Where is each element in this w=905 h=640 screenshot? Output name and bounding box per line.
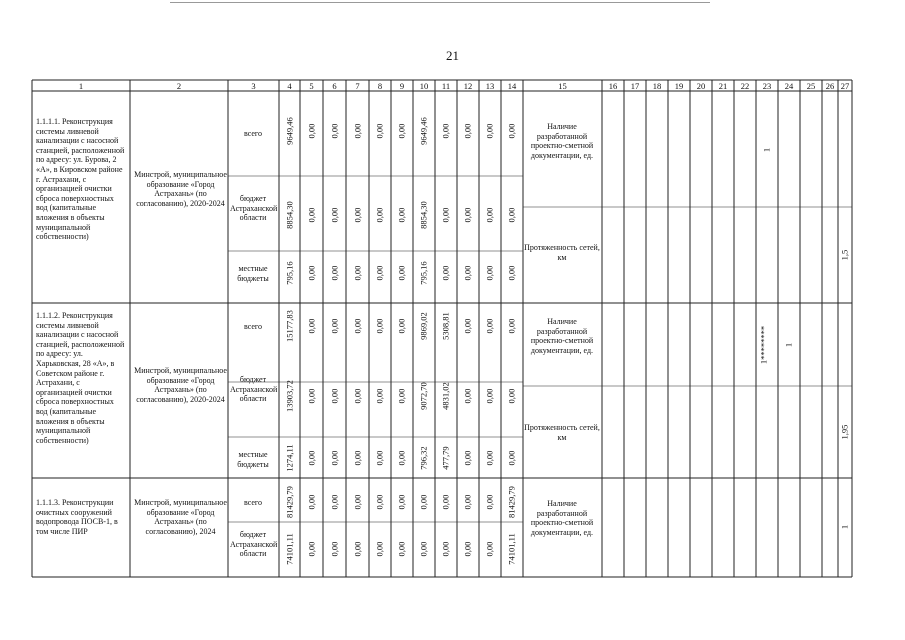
column-header: 9	[399, 81, 405, 91]
column-header: 14	[507, 81, 517, 91]
column-header: 25	[806, 81, 816, 91]
column-header: 20	[696, 81, 706, 91]
column-header: 4	[287, 81, 292, 91]
column-header: 21	[718, 81, 728, 91]
column-header: 12	[463, 81, 473, 91]
column-header: 18	[652, 81, 662, 91]
funding-source-label: всего	[243, 498, 262, 507]
column-header: 17	[630, 81, 640, 91]
column-header: 15	[558, 81, 567, 91]
funding-source-label: бюджет Астраханской области	[230, 375, 278, 404]
funding-source-label: всего	[243, 322, 262, 331]
column-header: 22	[740, 81, 750, 91]
column-header: 2	[176, 81, 182, 91]
funding-source-label: местные бюджеты	[237, 450, 269, 469]
task-description: 1.1.1.2. Реконструкция системы ливневой канализации с насосной станцией, расположенной по адресу: ул. Харьковская, 28 «А», в Советском районе г. Астрахани, с организацией очистки сброса поверхностных вод (капитальные вложения в объекты муниципальной собственности)	[36, 311, 125, 445]
task-description: 1.1.1.3. Реконструкции очистных сооружений водопровода ПОСВ-1, в том числе ПИР	[36, 498, 118, 536]
indicator-label: Наличие разработанной проектно-сметной документации, ед.	[530, 122, 594, 160]
responsible-executor: Минстрой, муниципальное образование «Город Астрахань» (по согласованию), 2024	[134, 498, 227, 536]
funding-source-label: бюджет Астраханской области	[230, 194, 278, 223]
document-page: 21 1 2 3 4 5 6 7 8 9 10 11 12 13 14 15 16 17 18 19 20 21 22 23 24 25 26 27 1.1.1.1. Реконструкция системы ливневой канализации с насосной станцией, расположенной по адресу: ул. Бурова, 2 «А», в Кировском районе г. Астрахани, с организацией очистки сброса поверхностных вод (капитальные вложения в объекты муниципальной собственности) Минстрой, муниципальное образование «Город Астрахань» (по согласованию), 2020-2024 всего бюджет Астраханской области местные бюджеты Наличие разработанной проектно-сметной документации, ед. Протяженность сетей, км 9649,46 0,00 0,00 0,00 0,00 0,00 9649,46 0,00 0,00 0,00 0,00 8854,30 0,00 0,00 0,00 0,00 0,00 8854,30 0,00 0,00 0,00 0,00 795,16 0,00 0,00 0,00 0,00 0,00 795,16 0,00 0,00 0,00 0,00 1 1,5 1.1.1.2. Реконструкция системы ливневой канализации с насосной станцией, расположенной по адресу: ул. Харьковская, 28 «А», в Советском районе г. Астрахани, с организацией очистки сброса поверхностных вод (капитальные вложения в объекты муниципальной собственности) Минстрой, муниципальное образование «Город Астрахань» (по согласованию), 2020-2024 всего бюджет Астраханской области местные бюджеты Наличие разработанной проектно-сметной документации, ед. Протяженность сетей, км 15177,83 0,00 0,00 0,00 0,00 0,00 9869,02 5308,81 0,00 0,00 0,00 13903,72 0,00 0,00 0,00 0,00 0,00 9072,70 4831,02 0,00 0,00 0,00 1274,11 0,00 0,00 0,00 0,00 0,00 796,32 477,79 0,00 0,00 0,00 1******** 1 1,95 1.1.1.3. Реконструкции очистных сооружений водопровода ПОСВ-1, в том числе ПИР Минстрой, муниципальное образование «Город Астрахань» (по согласованию), 2024 всего бюджет Астраханской области Наличие разработанной проектно-сметной документации, ед. 81429,79 0,00 0,00 0,00 0,00 0,00 0,00 0,00 0,00 0,00 81429,79 74101,11 0,00 0,00 0,00 0,00 0,00 0,00 0,00 0,00 0,00 74101,11 1	[0, 0, 905, 640]
column-header: 6	[332, 81, 337, 91]
column-header: 5	[309, 81, 314, 91]
funding-source-label: бюджет Астраханской области	[230, 530, 278, 559]
page-number: 21	[446, 48, 459, 63]
column-header: 19	[674, 81, 684, 91]
indicator-label: Наличие разработанной проектно-сметной документации, ед.	[530, 317, 594, 355]
column-header: 23	[762, 81, 772, 91]
funding-source-label: местные бюджеты	[237, 264, 269, 283]
column-header: 13	[485, 81, 495, 91]
indicator-label: Наличие разработанной проектно-сметной документации, ед.	[530, 499, 594, 537]
column-header: 24	[784, 81, 794, 91]
column-header: 3	[251, 81, 256, 91]
column-header: 26	[825, 81, 835, 91]
column-header: 10	[419, 81, 429, 91]
column-header: 1	[78, 81, 84, 91]
indicator-label: Протяженность сетей, км	[524, 243, 600, 262]
column-header: 11	[441, 81, 451, 91]
indicator-label: Протяженность сетей, км	[524, 423, 600, 442]
column-header: 7	[355, 81, 360, 91]
column-header: 8	[377, 81, 383, 91]
column-header: 27	[840, 81, 850, 91]
task-description: 1.1.1.1. Реконструкция системы ливневой канализации с насосной станцией, расположенной по адресу: ул. Бурова, 2 «А», в Кировском районе г. Астрахани, с организацией очистки сброса поверхностных вод (капитальные вложения в объекты муниципальной собственности)	[36, 117, 125, 242]
funding-source-label: всего	[243, 129, 262, 138]
responsible-executor: Минстрой, муниципальное образование «Город Астрахань» (по согласованию), 2020-2024	[134, 366, 227, 404]
column-header: 16	[608, 81, 618, 91]
responsible-executor: Минстрой, муниципальное образование «Город Астрахань» (по согласованию), 2020-2024	[134, 170, 227, 208]
